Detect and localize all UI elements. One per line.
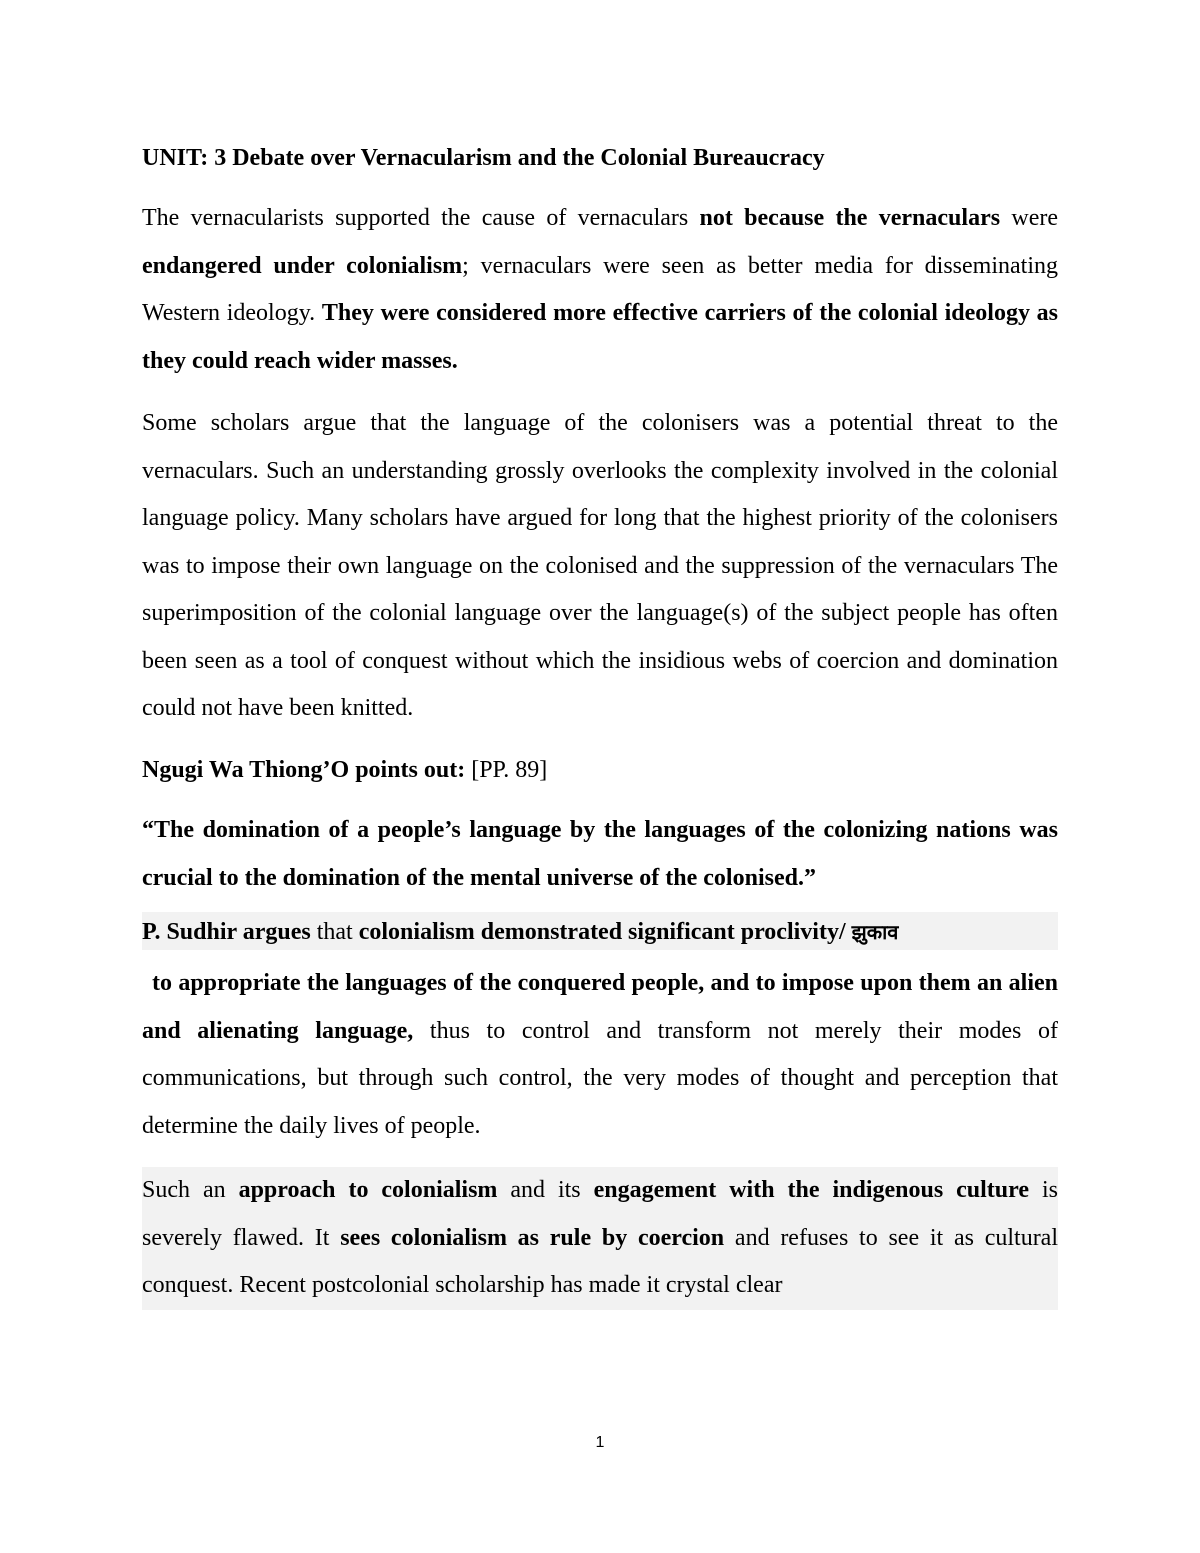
paragraph-sudhir-body bbox=[142, 960, 1058, 1150]
bold-span: Ngugi Wa Thiong’O points out: bbox=[142, 756, 466, 783]
paragraph-ngugi-heading bbox=[142, 747, 1058, 795]
bold-span: not because the vernaculars bbox=[699, 205, 1001, 231]
text-span: and refuses to see it as cultural conquest. Recent postcolonial scholarship has made it crystal clear bbox=[142, 1224, 1059, 1298]
highlighted-line bbox=[142, 912, 1058, 950]
text-span: that bbox=[310, 919, 359, 945]
text-span: The vernacularists supported the cause of vernaculars bbox=[142, 205, 700, 231]
bold-span: approach to colonialism bbox=[238, 1177, 498, 1203]
text-span: and its bbox=[497, 1177, 594, 1203]
paragraph-ngugi-quote: “The domination of a people’s language by the languages of the colonizing nations was crucial to the domination of the mental universe of the colonised.” bbox=[142, 817, 1058, 891]
text-span: thus to control and transform not merely their modes of communications, but through such control, the very modes of thought and perception that determine the daily lives of people. bbox=[142, 1017, 1059, 1139]
bold-span: to appropriate the languages of the conquered people, and to impose upon them an alien and alienating language, bbox=[142, 970, 1058, 1044]
bold-span: P. Sudhir argues bbox=[142, 919, 311, 945]
bold-span: sees colonialism as rule by coercion bbox=[340, 1224, 725, 1251]
citation-span: [PP. 89] bbox=[465, 756, 548, 783]
text-span: Such an bbox=[142, 1177, 239, 1203]
bold-span: They were considered more effective carriers of the colonial ideology as they could reach wider masses. bbox=[142, 300, 1059, 374]
paragraph-vernacularists bbox=[142, 195, 1058, 385]
paragraph-sudhir-heading bbox=[142, 912, 1058, 950]
bold-span: endangered under colonialism bbox=[142, 252, 463, 279]
document-body bbox=[142, 138, 1058, 1310]
bold-span: engagement with the indigenous culture bbox=[593, 1177, 1030, 1203]
bold-span: colonialism demonstrated significant proclivity/ bbox=[358, 919, 852, 945]
unit-heading: UNIT: 3 Debate over Vernacularism and the Colonial Bureaucracy bbox=[142, 145, 825, 171]
text-span: were bbox=[1000, 205, 1058, 231]
paragraph-scholars: Some scholars argue that the language of the colonisers was a potential threat to the vernaculars. Such an understanding grossly overlooks the complexity involved in the colonial language policy. Many scholars have argued for long that the highest priority of the colonisers was to impose their own language on the colonised and the suppression of the vernaculars The superimposition of the colonial language over the language(s) of the subject people has often been seen as a tool of conquest without which the insidious webs of coercion and domination could not have been knitted. bbox=[142, 410, 1058, 721]
text-span: ; vernaculars were seen as better media for disseminating Western ideology. bbox=[142, 252, 1059, 326]
hindi-gloss: झुकाव bbox=[851, 920, 899, 944]
paragraph-approach bbox=[142, 1167, 1058, 1310]
page-number: 1 bbox=[595, 1434, 605, 1451]
text-span: is severely flawed. It bbox=[142, 1177, 1058, 1251]
